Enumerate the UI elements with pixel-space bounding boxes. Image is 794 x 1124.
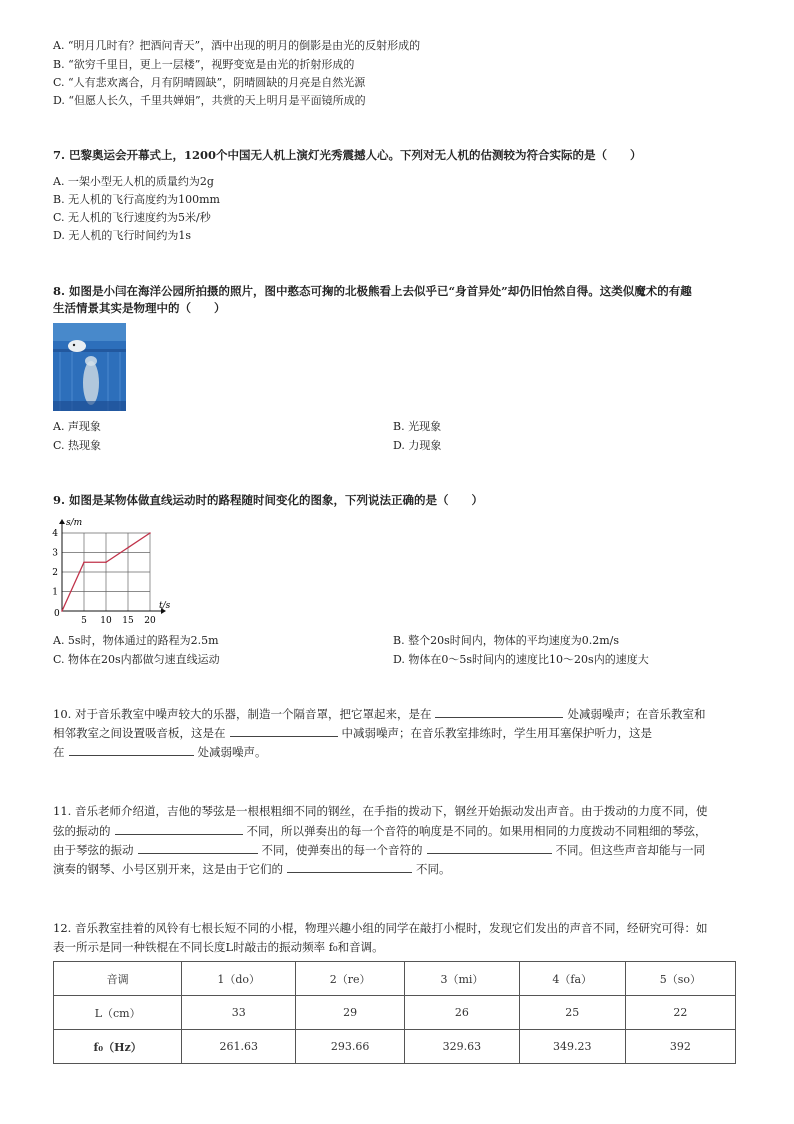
table-cell: 29 (296, 996, 405, 1030)
q9-option-a: A. 5s时，物体通过的路程为2.5m (53, 634, 219, 647)
table-cell: 329.63 (405, 1030, 520, 1064)
table-cell: L（cm） (54, 996, 182, 1030)
q10-text: 中减弱噪声；在音乐教室排练时，学生用耳塞保护听力，这是 (341, 726, 652, 740)
y-tick-label: 4 (52, 529, 58, 539)
q10-blank-1[interactable] (435, 705, 563, 718)
q7-stem: 7. 巴黎奥运会开幕式上，1200个中国无人机上演灯光秀震撼人心。下列对无人机的估测较为符合实际的是（ ） (53, 148, 642, 162)
q6-option-c: C. “人有悲欢离合，月有阴晴圆缺”，阴晴圆缺的月亮是自然光源 (53, 76, 366, 89)
q10-text: 10. 对于音乐教室中噪声较大的乐器，制造一个隔音罩，把它罩起来，是在 (53, 707, 432, 721)
x-tick-label: 20 (144, 616, 156, 626)
table-cell: 1（do） (182, 962, 296, 996)
q9-option-b: B. 整个20s时间内，物体的平均速度为0.2m/s (393, 634, 619, 647)
chart-grid (62, 533, 150, 611)
data-point (105, 561, 107, 563)
q11-text: 由于琴弦的振动 (53, 843, 134, 857)
q8-stem-line1: 8. 如图是小闫在海洋公园所拍摄的照片，图中憨态可掬的北极熊看上去似乎已“身首异处”却仍旧怡然自得。这类似魔术的有趣 (53, 284, 692, 298)
q10-blank-2[interactable] (230, 724, 338, 737)
table-cell: 26 (405, 996, 520, 1030)
table-cell: 5（so） (625, 962, 735, 996)
q8-option-c: C. 热现象 (53, 439, 102, 452)
q8-stem-line2: 生活情景其实是物理中的（ ） (53, 301, 226, 315)
q9-stem: 9. 如图是某物体做直线运动时的路程随时间变化的图象，下列说法正确的是（ ） (53, 493, 484, 507)
table-cell: 25 (519, 996, 625, 1030)
table-row-length (54, 996, 736, 1030)
table-cell: 4（fa） (519, 962, 625, 996)
q11-line4 (53, 858, 451, 880)
q6-option-d: D. “但愿人长久，千里共婵娟”，共赏的天上明月是平面镜所成的 (53, 94, 366, 107)
q8-option-b: B. 光现象 (393, 420, 442, 433)
q10-text: 处减弱噪声；在音乐教室和 (567, 707, 706, 721)
x-tick-label: 10 (100, 616, 112, 626)
x-axis-label: t/s (159, 601, 171, 611)
table-cell: 22 (625, 996, 735, 1030)
y-tick-label: 2 (52, 568, 58, 578)
q6-option-a: A. “明月几时有？把酒问青天”，酒中出现的明月的倒影是由光的反射形成的 (53, 39, 421, 52)
q6-option-b: B. “欲穷千里目，更上一层楼”，视野变宽是由光的折射形成的 (53, 58, 355, 71)
frequency-table (53, 961, 736, 1064)
table-cell: 349.23 (519, 1030, 625, 1064)
data-point (61, 610, 63, 612)
q10-text: 相邻教室之间设置吸音板，这是在 (53, 726, 226, 740)
origin-label: 0 (54, 609, 60, 619)
q11-blank-3[interactable] (427, 841, 552, 854)
y-tick-label: 3 (52, 548, 58, 559)
distance-time-chart (50, 512, 180, 628)
q10-text: 在 (53, 745, 65, 759)
q8-option-a: A. 声现象 (53, 420, 101, 433)
table-cell: 293.66 (296, 1030, 405, 1064)
q7-option-a: A. 一架小型无人机的质量约为2g (53, 175, 214, 188)
q11-text: 不同。但这些声音却能与一同 (555, 843, 705, 857)
q11-blank-4[interactable] (287, 860, 412, 873)
table-cell: 3（mi） (405, 962, 520, 996)
polar-bear-photo (53, 323, 126, 411)
data-point (83, 561, 85, 563)
q7-option-c: C. 无人机的飞行速度约为5米/秒 (53, 211, 211, 224)
q11-text: 不同，所以弹奏出的每一个音符的响度是不同的。如果用相同的力度拨动不同粗细的琴弦， (246, 824, 707, 838)
q11-text: 演奏的钢琴、小号区别开来，这是由于它们的 (53, 862, 283, 876)
table-cell: 33 (182, 996, 296, 1030)
y-axis-label: s/m (66, 518, 83, 528)
q7-option-b: B. 无人机的飞行高度约为100mm (53, 193, 220, 206)
q12-line1: 12. 音乐教室挂着的风铃有七根长短不同的小棍，物理兴趣小组的同学在敲打小棍时，发现它们发出的声音不同，经研究可得：如 (53, 921, 708, 935)
table-cell: f₀（Hz） (54, 1030, 182, 1064)
q9-option-c: C. 物体在20s内都做匀速直线运动 (53, 653, 220, 666)
q11-line1: 11. 音乐老师介绍道，吉他的琴弦是一根根粗细不同的钢丝，在手指的拨动下，钢丝开始振动发出声音。由于拨动的力度不同，使 (53, 804, 708, 818)
y-axis-arrow (59, 519, 65, 524)
q7-option-d: D. 无人机的飞行时间约为1s (53, 229, 192, 242)
table-cell: 261.63 (182, 1030, 296, 1064)
q8-option-d: D. 力现象 (393, 439, 442, 452)
q12-line2: 表一所示是同一种铁棍在不同长度L时敲击的振动频率 f₀和音调。 (53, 940, 384, 954)
q10-line3 (53, 741, 267, 763)
table-cell: 392 (625, 1030, 735, 1064)
table-cell: 2（re） (296, 962, 405, 996)
table-cell: 音调 (54, 962, 182, 996)
data-point (149, 532, 151, 534)
y-tick-label: 1 (52, 587, 58, 598)
q11-blank-1[interactable] (115, 822, 243, 835)
q10-text: 处减弱噪声。 (197, 745, 267, 759)
q10-blank-3[interactable] (69, 743, 194, 756)
x-tick-label: 15 (122, 616, 134, 626)
q9-option-d: D. 物体在0～5s时间内的速度比10～20s内的速度大 (393, 653, 649, 666)
table-row-frequency (54, 1030, 736, 1064)
polar-bear-image (53, 323, 126, 411)
q11-blank-2[interactable] (138, 841, 258, 854)
q11-text: 不同。 (416, 862, 451, 876)
q11-text: 弦的振动的 (53, 824, 111, 838)
x-tick-label: 5 (81, 616, 87, 626)
q11-text: 不同，使弹奏出的每一个音符的 (261, 843, 423, 857)
table-row-header (54, 962, 736, 996)
